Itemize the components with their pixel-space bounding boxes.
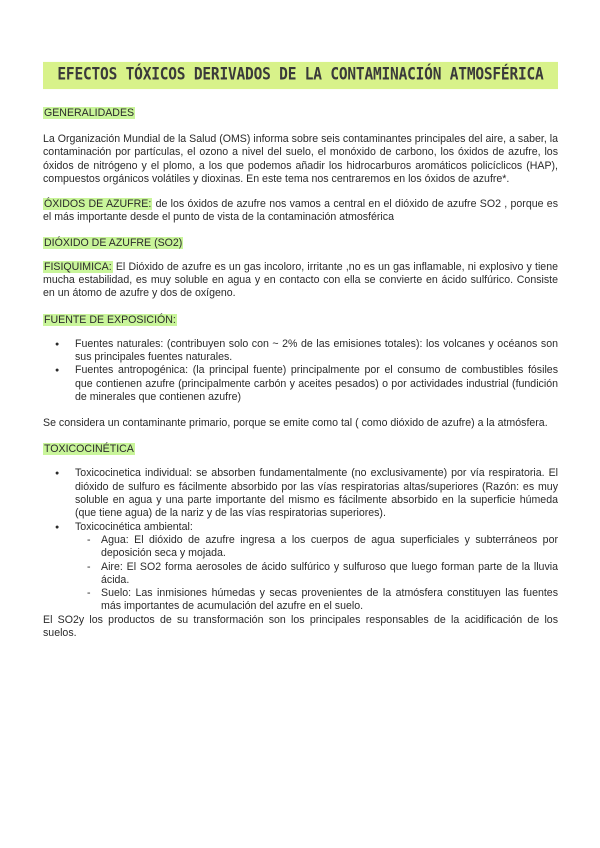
- heading-highlight: DIÓXIDO DE AZUFRE (SO2): [44, 236, 183, 249]
- fisiquimica-paragraph: [43, 261, 558, 301]
- closing-paragraph: El SO2y los productos de su transformación son los principales responsables de la acidificación de los suelos.: [43, 613, 558, 640]
- section-fuente-heading: [43, 314, 558, 326]
- sub-list-item: - Agua: El dióxido de azufre ingresa a los cuerpos de agua superficiales y subterráneos por deposición seca y mojada.: [101, 534, 558, 561]
- heading-highlight: FUENTE DE EXPOSICIÓN:: [44, 313, 176, 326]
- sub-list-item: - Aire: El SO2 forma aerosoles de ácido sulfúrico y sulfuroso que luego forman parte de la lluvia ácida.: [101, 561, 558, 588]
- ambiental-label: Toxicocinética ambiental:: [75, 520, 193, 533]
- oxidos-paragraph: [43, 198, 558, 225]
- fuente-note: Se considera un contaminante primario, porque se emite como tal ( como dióxido de azufre) a la atmósfera.: [43, 417, 548, 430]
- title-container: [43, 0, 558, 87]
- section-generalidades-heading: [43, 107, 558, 119]
- heading-highlight: GENERALIDADES: [44, 107, 135, 119]
- generalidades-paragraph: La Organización Mundial de la Salud (OMS) informa sobre seis contaminantes principales del aire, a saber, la contaminación por partículas, el ozono a nivel del suelo, el monóxido de carbono, los óxidos de azufre, los óxidos de nitrógeno y el plomo, a los que podemos añadir los hidrocarburos aromáticos policíclicos (HAP), compuestos orgánicos volátiles y dioxinas. En este tema nos centraremos en los óxidos de azufre*.: [43, 133, 558, 185]
- list-item: ● Toxicocinetica individual: se absorben fundamentalmente (no exclusivamente) por vía respiratoria. El dióxido de sulfuro es fácilmente absorbido por las vías respiratorias altas/superiores (Razón: es muy soluble en agua y una parte importante del mismo es fácilmente absorbido en la superficie húmeda (que tiene agua) de la nariz y de las vías respiratorias superiores).: [75, 467, 558, 520]
- oxidos-text: de los óxidos de azufre nos vamos a central en el dióxido de azufre SO2 , porque es el más importante desde el punto de vista de la contaminación atmosférica: [43, 198, 558, 224]
- fisiquimica-label: FISIQUIMICA:: [44, 260, 112, 273]
- heading-highlight: TOXICOCINÉTICA: [44, 443, 134, 456]
- fisiquimica-text: El Dióxido de azufre es un gas incoloro, irritante ,no es un gas inflamable, ni explosivo y tiene mucha estabilidad, es muy soluble en agua y en contacto con ella se convierte en ácido sulfúrico. Consiste en un átomo de azufre y dos de oxígeno.: [43, 260, 558, 300]
- sub-list-item: - Suelo: Las inmisiones húmedas y secas provenientes de la atmósfera constituyen las fuentes más importantes de acumulación del azufre en el suelo.: [101, 587, 558, 614]
- fuente-list: [43, 338, 558, 404]
- list-item: [75, 521, 558, 614]
- toxicocinetica-list: [43, 467, 558, 613]
- section-toxicocinetica-heading: [43, 443, 558, 455]
- list-item: ● Fuentes antropogénica: (la principal fuente) principalmente por el consumo de combustibles fósiles que contienen azufre (principalmente carbón y aceites pesados) o por actividades industrial (fundición de minerales que contienen azufre): [75, 364, 558, 404]
- oxidos-label: ÓXIDOS DE AZUFRE:: [44, 198, 152, 211]
- list-item: ● Fuentes naturales: (contribuyen solo con ~ 2% de las emisiones totales): los volcanes y océanos son sus principales fuentes naturales.: [75, 338, 558, 365]
- ambiental-sublist: [75, 534, 558, 614]
- section-dioxido-heading: [43, 237, 558, 249]
- page-title: EFECTOS TÓXICOS DERIVADOS DE LA CONTAMINACIÓN ATMOSFÉRICA: [43, 62, 557, 89]
